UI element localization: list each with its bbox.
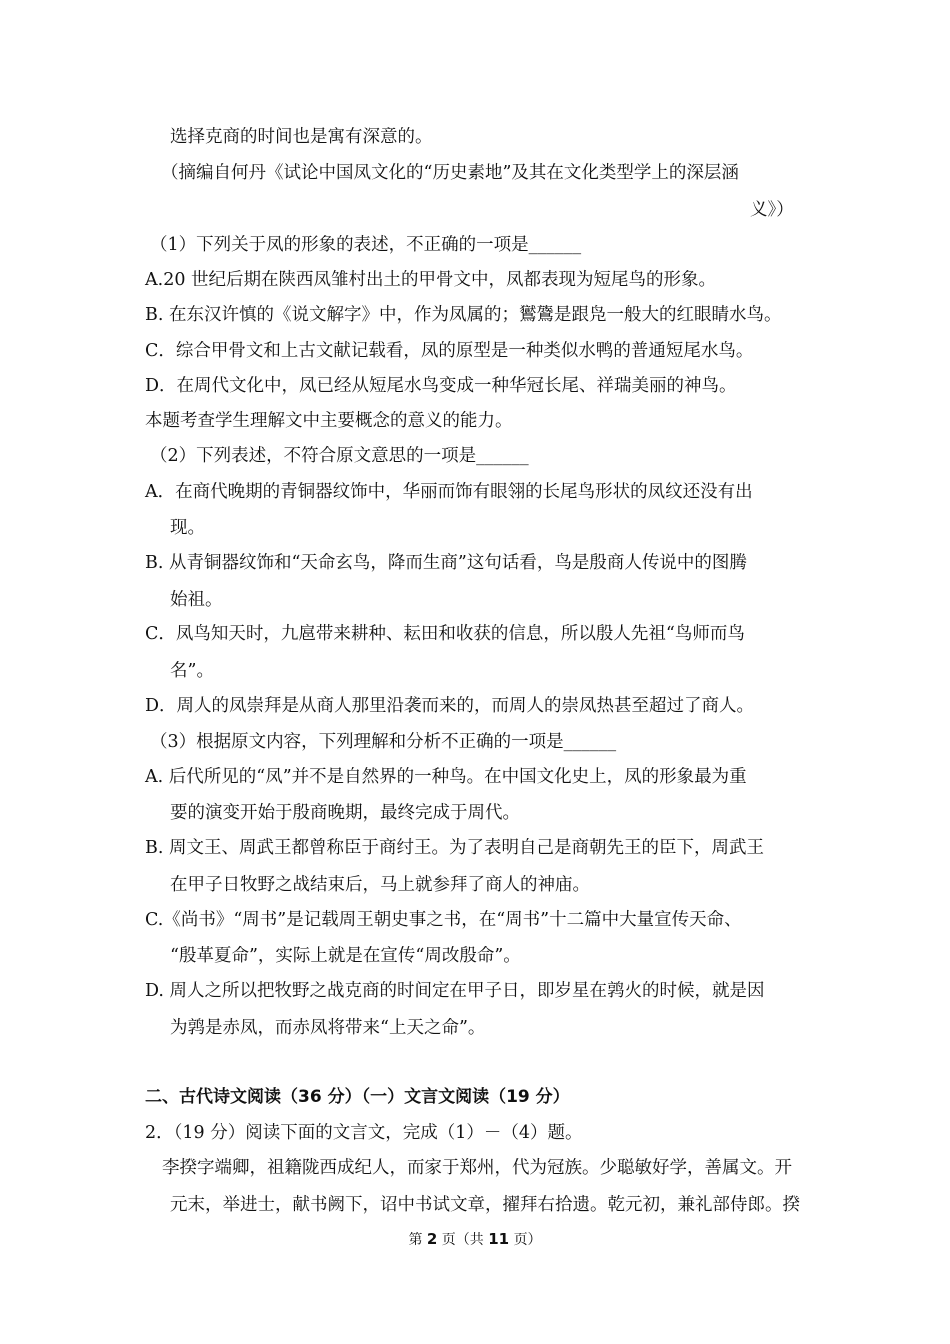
- option-line: A.20 世纪后期在陕西凤雏村出土的甲骨文中，凤都表现为短尾鸟的形象。: [145, 270, 717, 290]
- citation-line: （摘编自何丹《试论中国凤文化的“历史素地”及其在文化类型学上的深层涵: [161, 163, 739, 183]
- option-line: D．周人的凤崇拜是从商人那里沿袭而来的，而周人的崇凤热甚至超过了商人。: [145, 696, 755, 716]
- total-pages: 11: [488, 1230, 510, 1248]
- footer-mid: 页（共: [441, 1232, 484, 1248]
- citation-line: 义》）: [750, 200, 794, 220]
- option-line: D．在周代文化中，凤已经从短尾水鸟变成一种华冠长尾、祥瑞美丽的神鸟。: [145, 376, 737, 396]
- option-line: 现。: [170, 518, 205, 538]
- text-line: 选择克商的时间也是寓有深意的。: [170, 127, 433, 147]
- page-number: 2: [426, 1230, 438, 1248]
- option-line: A．在商代晚期的青铜器纹饰中，华丽而饰有眼翎的长尾鸟形状的凤纹还没有出: [145, 482, 753, 502]
- text-line: 本题考查学生理解文中主要概念的意义的能力。: [145, 411, 513, 431]
- option-line: B. 在东汉许慎的《说文解字》中，作为凤属的；鸑鷟是跟凫一般大的红眼睛水鸟。: [145, 305, 782, 325]
- page-footer: [0, 1229, 950, 1250]
- footer-prefix: 第: [408, 1232, 423, 1248]
- option-line: B. 从青铜器纹饰和“天命玄鸟，降而生商”这句话看，鸟是殷商人传说中的图腾: [145, 553, 747, 573]
- option-line: 要的演变开始于殷商晚期，最终完成于周代。: [170, 803, 520, 823]
- option-line: 在甲子日牧野之战结束后，马上就参拜了商人的神庙。: [170, 875, 590, 895]
- question-stem: （3）根据原文内容，下列理解和分析不正确的一项是______: [150, 732, 617, 752]
- question-stem: （1）下列关于凤的形象的表述，不正确的一项是______: [150, 235, 582, 255]
- option-line: A. 后代所见的“凤”并不是自然界的一种鸟。在中国文化史上，凤的形象最为重: [145, 767, 747, 787]
- option-line: C.《尚书》“周书”是记载周王朝史事之书，在“周书”十二篇中大量宣传天命、: [145, 910, 742, 930]
- option-line: 始祖。: [170, 590, 223, 610]
- option-line: B. 周文王、周武王都曾称臣于商纣王。为了表明自己是商朝先王的臣下，周武王: [145, 838, 764, 858]
- option-line: C．综合甲骨文和上古文献记载看，凤的原型是一种类似水鸭的普通短尾水鸟。: [145, 341, 754, 361]
- question-stem: （2）下列表述，不符合原文意思的一项是______: [150, 446, 529, 466]
- option-line: D. 周人之所以把牧野之战克商的时间定在甲子日，即岁星在鹑火的时候，就是因: [145, 981, 765, 1001]
- option-line: “殷革夏命”，实际上就是在宣传“周改殷命”。: [170, 946, 521, 966]
- passage-line: 李揆字端卿，祖籍陇西成纪人，而家于郑州，代为冠族。少聪敏好学，善属文。开: [162, 1158, 792, 1178]
- section-heading: 二、古代诗文阅读（36 分）（一）文言文阅读（19 分）: [145, 1087, 570, 1107]
- option-line: 为鹑是赤凤，而赤凤将带来“上天之命”。: [170, 1018, 486, 1038]
- question-stem: 2．（19 分）阅读下面的文言文，完成（1）－（4）题。: [145, 1123, 583, 1143]
- option-line: C．凤鸟知天时，九扈带来耕种、耘田和收获的信息，所以殷人先祖“鸟师而鸟: [145, 624, 745, 644]
- passage-line: 元末，举进士，献书阙下，诏中书试文章，擢拜右拾遗。乾元初，兼礼部侍郎。揆: [170, 1195, 800, 1215]
- option-line: 名”。: [170, 661, 214, 681]
- footer-suffix: 页）: [513, 1232, 542, 1248]
